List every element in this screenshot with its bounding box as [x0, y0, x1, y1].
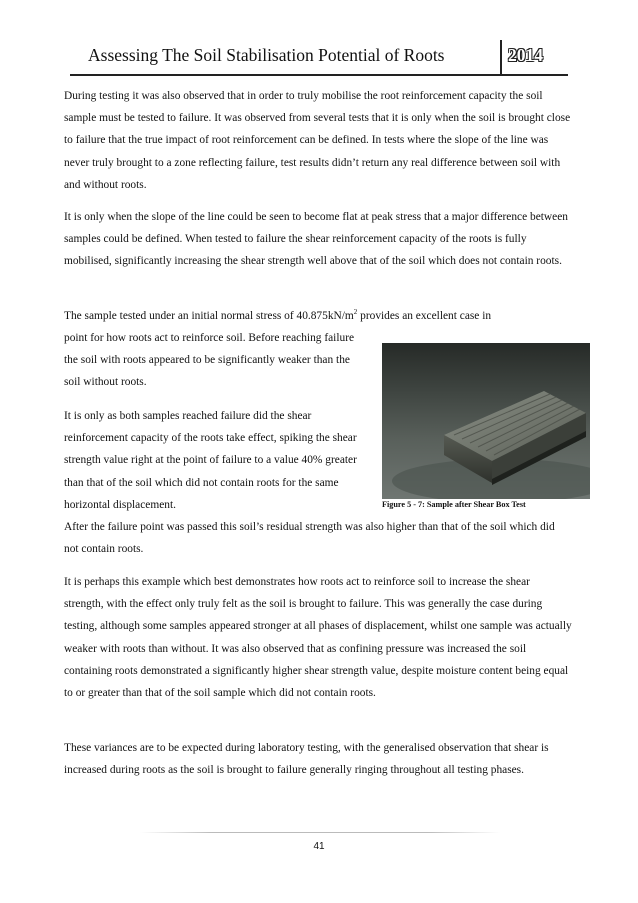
paragraph-failure-spike: It is only as both samples reached failure did the shear reinforcement capacity of the roots take effect, spiking the shear strength value right at the point of failure to a value 40% greater than that of the soil which did not contain roots for the same horizontal displacement. [64, 410, 357, 511]
figure-caption: Figure 5 - 7: Sample after Shear Box Test [382, 500, 526, 509]
paragraph-peak-stress: It is only when the slope of the line could be seen to become flat at peak stress that a major difference between samples could be defined. When tested to failure the shear reinforcement capacity of the roots is fully mobilised, significantly increasing the shear strength well above that of the soil which does not contain roots. [64, 211, 568, 268]
header-divider [500, 40, 502, 74]
soil-sample-illustration [382, 343, 590, 499]
page-header [70, 40, 568, 76]
normal-stress-text-end: provides an excellent case in [357, 310, 492, 322]
footer-divider [140, 832, 500, 833]
paragraph-demonstration: It is perhaps this example which best demonstrates how roots act to reinforce soil to increase the shear strength, with the effect only truly felt as the soil is brought to failure. This was generally the case during testing, although some samples appeared stronger at all phases of displacement, whilst one sample was actually weaker with roots than without. It was also observed that as confining pressure was increased the soil containing roots demonstrated a significantly higher shear strength value, despite moisture content being equal to or greater than that of the soil sample which did not contain roots. [64, 576, 572, 700]
page-number: 41 [313, 841, 325, 852]
paragraph-root-mobilisation: During testing it was also observed that in order to truly mobilise the root reinforcement capacity the soil sample must be tested to failure. It was observed from several tests that it is only when the soil is brought close to failure that the true impact of root reinforcement can be defined. In tests where the slope of the line was never truly brought to a zone reflecting failure, test results didn’t return any real difference between soil with and without roots. [64, 90, 571, 191]
document-year: 2014 [508, 45, 543, 65]
document-title: Assessing The Soil Stabilisation Potential of Roots [88, 45, 445, 65]
normal-stress-text: The sample tested under an initial normal stress of 40.875kN/m [64, 310, 354, 322]
paragraph-residual-strength: After the failure point was passed this soil’s residual strength was also higher than that of the soil which did not contain roots. [64, 521, 555, 556]
paragraph-case-example: point for how roots act to reinforce soil. Before reaching failure the soil with roots appeared to be significantly weaker than the soil without roots. [64, 332, 355, 389]
shear-box-sample-photo [382, 343, 590, 499]
superscript-exponent: 2 [353, 308, 358, 316]
paragraph-variances: These variances are to be expected during laboratory testing, with the generalised observation that shear is increased during roots as the soil is brought to failure generally ringing throughout all testing phases. [64, 742, 549, 777]
paragraph-normal-stress-line [64, 305, 572, 327]
